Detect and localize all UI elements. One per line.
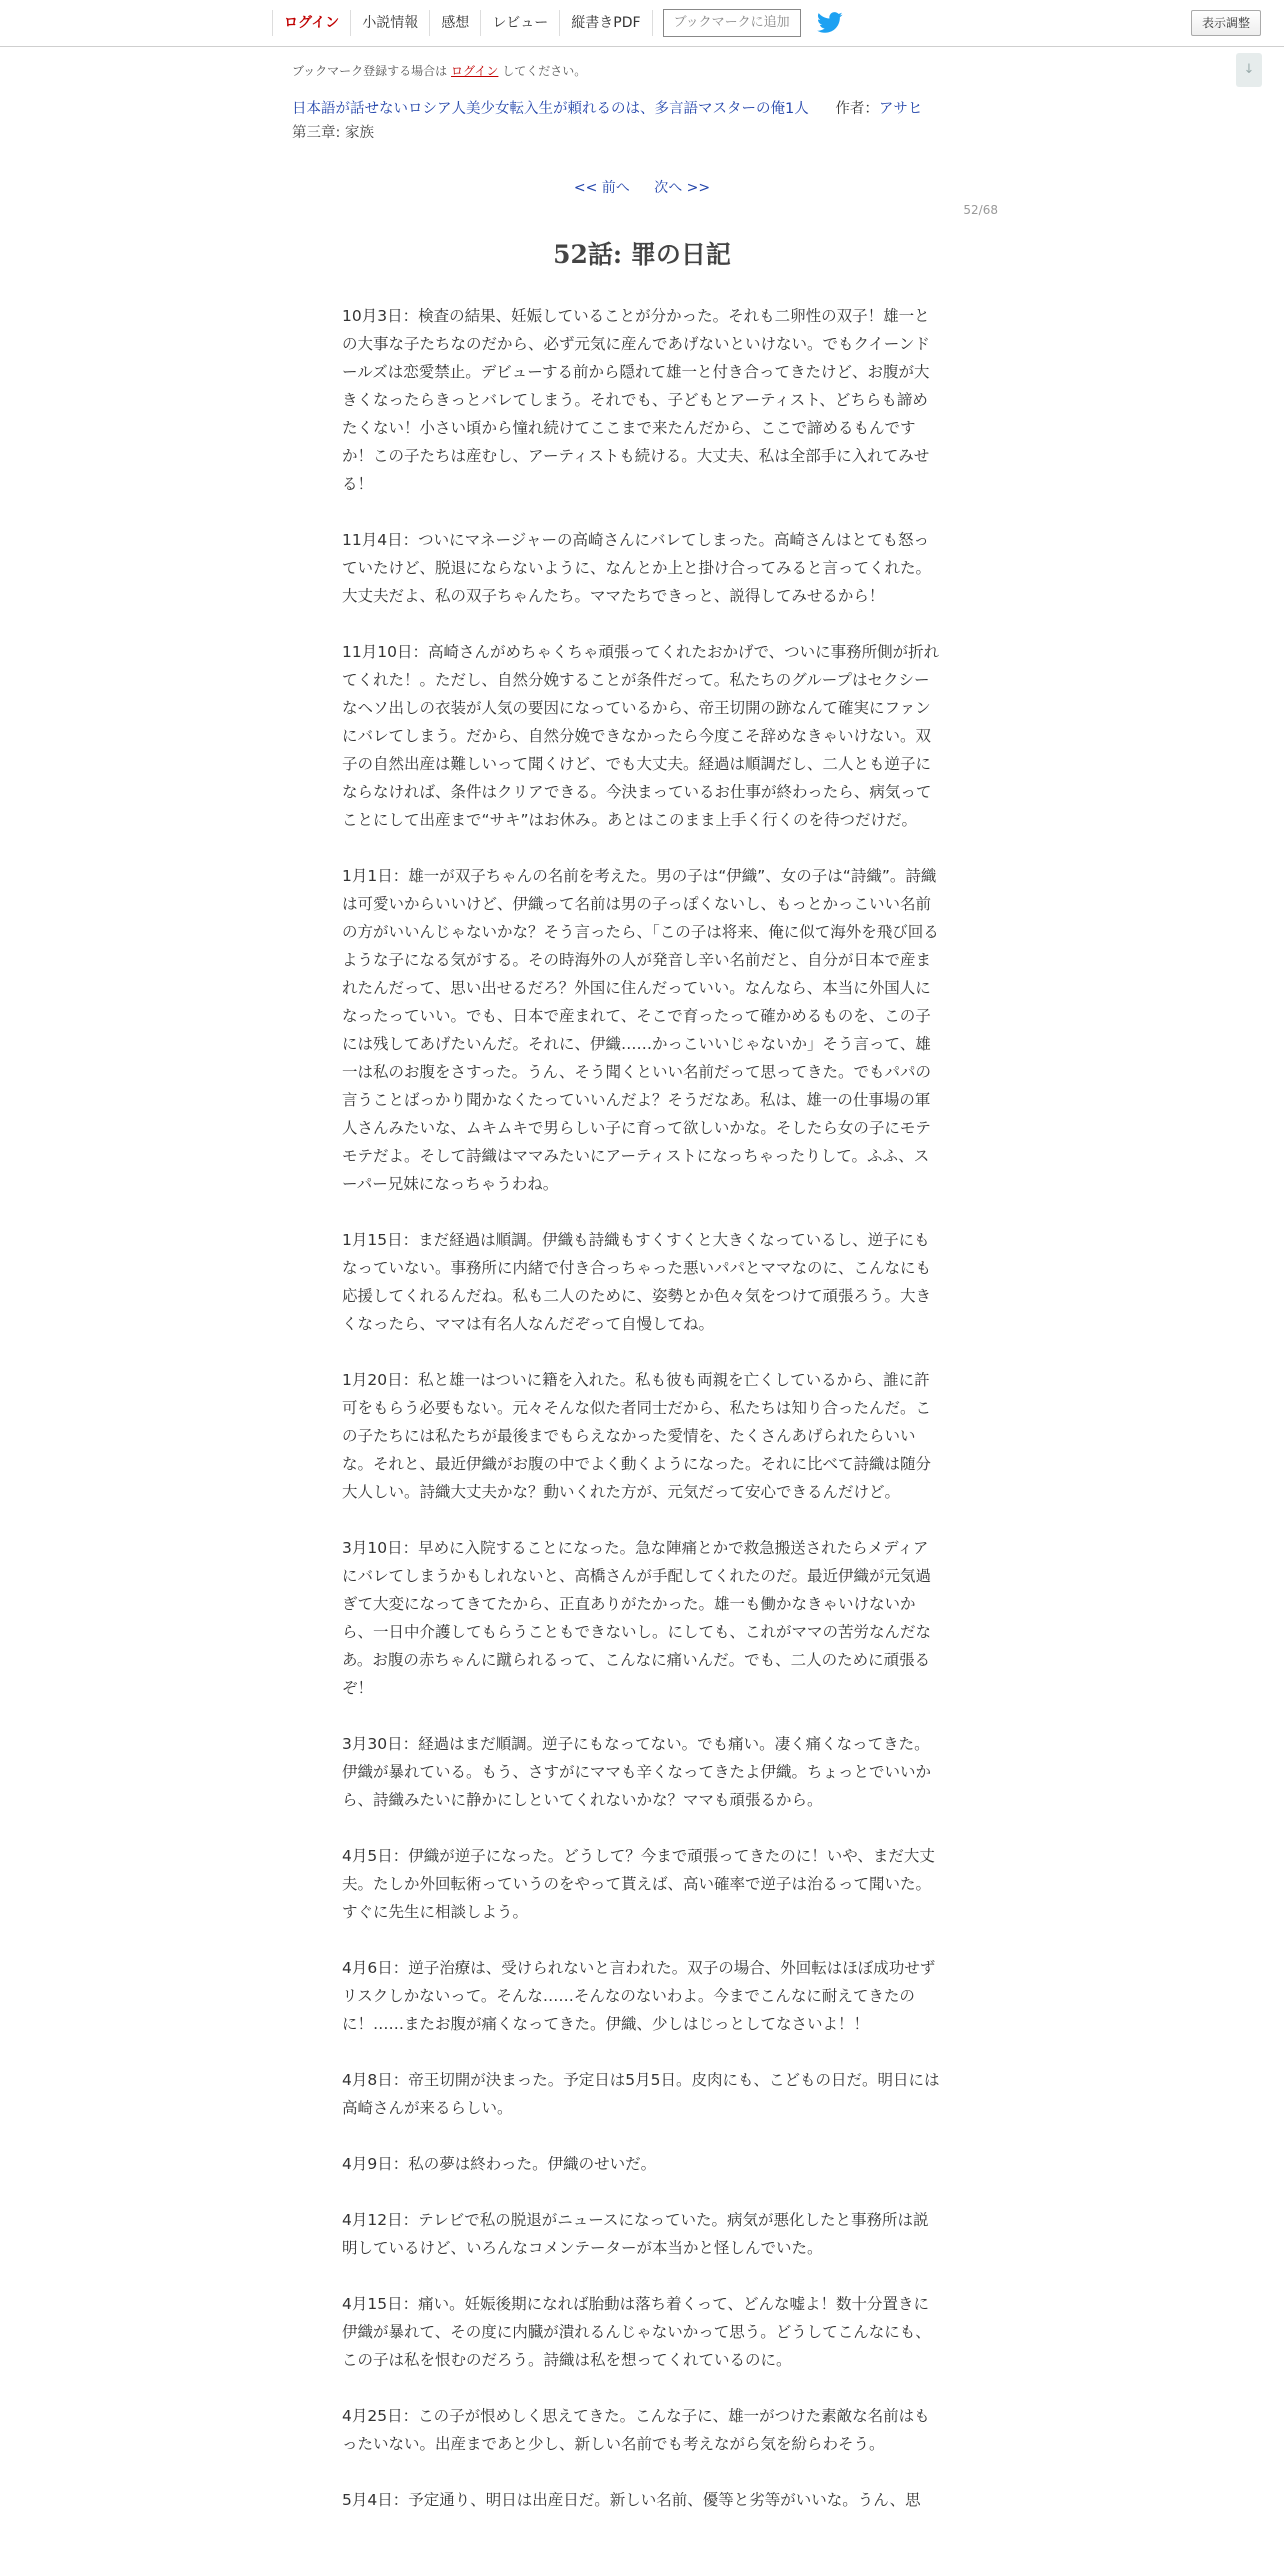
diary-paragraph: 4月9日：私の夢は終わった。伊織のせいだ。 xyxy=(342,2155,657,2173)
diary-paragraph: 4月8日：帝王切開が決まった。予定日は5月5日。皮肉にも、こどもの日だ。明日には高崎さんが来るらしい。 xyxy=(342,2071,940,2117)
episode-body xyxy=(342,302,942,2542)
episode-pager xyxy=(0,177,1284,197)
top-navigation-bar xyxy=(0,0,1284,47)
diary-paragraph: 11月10日：高崎さんがめちゃくちゃ頑張ってくれたおかげで、ついに事務所側が折れてくれた！。ただし、自然分娩することが条件だって。私たちのグループはセクシーなヘソ出しの衣装が人気の要因になっているから、帝王切開の跡なんて確実にファンにバレてしまう。だから、自然分娩できなかったら今度こそ辞めなきゃいけない。双子の自然出産は難しいって聞くけど、でも大丈夫。経過は順調だし、二人とも逆子にならなければ、条件はクリアできる。今決まっているお仕事が終わったら、病気ってことにして出産まで“サキ”はお休み。あとはこのまま上手く行くのを待つだけだ。 xyxy=(342,643,940,829)
diary-paragraph: 1月1日：雄一が双子ちゃんの名前を考えた。男の子は“伊織”、女の子は“詩織”。詩織は可愛いからいいけど、伊織って名前は男の子っぽくないし、もっとかっこいい名前の方がいいんじゃないかな？そう言ったら、「この子は将来、俺に似て海外を飛び回るような子になる気がする。その時海外の人が発音し辛い名前だと、自分が日本で産まれたんだって、思い出せるだろ？外国に住んだっていい。なんなら、本当に外国人になったっていい。でも、日本で産まれて、そこで育ったって確かめるものを、この子には残してあげたいんだ。それに、伊織……かっこいいじゃないか」そう言って、雄一は私のお腹をさすった。うん、そう聞くといい名前だって思ってきた。でもパパの言うことばっかり聞かなくたっていいんだよ？そうだなあ。私は、雄一の仕事場の軍人さんみたいな、ムキムキで男らしい子に育って欲しいかな。そしたら女の子にモテモテだよ。そして詩織はママみたいにアーティストになっちゃったりして。ふふ、スーパー兄妹になっちゃうわね。 xyxy=(342,867,939,1193)
novel-title-link[interactable]: 日本語が話せないロシア人美少女転入生が頼れるのは、多言語マスターの俺1人 xyxy=(292,101,809,117)
bookmark-login-notice xyxy=(292,62,586,79)
global-nav xyxy=(272,0,843,46)
diary-paragraph: 4月6日：逆子治療は、受けられないと言われた。双子の場合、外回転はほぼ成功せずリスクしかないって。そんな……そんなのないわよ。今までこんなに耐えてきたのに！……またお腹が痛くなってきた。伊織、少しはじっとしてなさいよ！！ xyxy=(342,1959,936,2033)
notice-suffix: してください。 xyxy=(502,64,587,78)
episode-count: 52/68 xyxy=(963,203,998,217)
display-settings-button[interactable]: 表示調整 xyxy=(1191,10,1261,36)
notice-login-link[interactable]: ログイン xyxy=(451,64,499,78)
vertical-pdf-link[interactable]: 縦書きPDF xyxy=(559,10,652,36)
next-episode-link[interactable]: 次へ >> xyxy=(654,180,711,196)
chapter-title: 第三章: 家族 xyxy=(292,125,374,141)
login-link[interactable]: ログイン xyxy=(272,10,350,36)
diary-paragraph: 10月3日：検査の結果、妊娠していることが分かった。それも二卵性の双子！雄一との大事な子たちなのだから、必ず元気に産んであげないといけない。でもクイーンドールズは恋愛禁止。デビューする前から隠れて雄一と付き合ってきたけど、お腹が大きくなったらきっとバレてしまう。それでも、子どもとアーティスト、どちらも諦めたくない！小さい頃から憧れ続けてここまで来たんだから、ここで諦めるもんですか！この子たちは産むし、アーティストも続ける。大丈夫、私は全部手に入れてみせる！ xyxy=(342,307,930,493)
scroll-down-button[interactable]: ↓ xyxy=(1236,53,1262,87)
diary-paragraph: 5月4日：予定通り、明日は出産日だ。新しい名前、優等と劣等がいいな。うん、思 xyxy=(342,2491,921,2509)
prev-episode-link[interactable]: << 前へ xyxy=(573,180,630,196)
episode-title: 52話: 罪の日記 xyxy=(553,240,731,269)
diary-paragraph: 4月15日：痛い。妊娠後期になれば胎動は落ち着くって、どんな嘘よ！数十分置きに伊織が暴れて、その度に内臓が潰れるんじゃないかって思う。どうしてこんなにも、この子は私を恨むのだろう。詩織は私を想ってくれているのに。 xyxy=(342,2295,931,2369)
twitter-bird-icon[interactable] xyxy=(817,12,843,34)
review-link[interactable]: レビュー xyxy=(480,10,559,36)
diary-paragraph: 1月20日：私と雄一はついに籍を入れた。私も彼も両親を亡くしているから、誰に許可をもらう必要もない。元々そんな似た者同士だから、私たちは知り合ったんだ。この子たちには私たちが最後までもらえなかった愛情を、たくさんあげられたらいいな。それと、最近伊織がお腹の中でよく動くようになった。それに比べて詩織は随分大人しい。詩織大丈夫かな？動いくれた方が、元気だって安心できるんだけど。 xyxy=(342,1371,932,1501)
novel-header xyxy=(292,97,922,118)
author-label: 作者： xyxy=(835,101,879,117)
diary-paragraph: 4月5日：伊織が逆子になった。どうして？今まで頑張ってきたのに！いや、まだ大丈夫。たしか外回転術っていうのをやって貰えば、高い確率で逆子は治るって聞いた。すぐに先生に相談しよう。 xyxy=(342,1847,935,1921)
diary-paragraph: 11月4日：ついにマネージャーの高崎さんにバレてしまった。高崎さんはとても怒っていたけど、脱退にならないように、なんとか上と掛け合ってみると言ってくれた。大丈夫だよ、私の双子ちゃんたち。ママたちできっと、説得してみせるから！ xyxy=(342,531,932,605)
impressions-link[interactable]: 感想 xyxy=(429,10,480,36)
diary-paragraph: 3月10日：早めに入院することになった。急な陣痛とかで救急搬送されたらメディアにバレてしまうかもしれないと、高橋さんが手配してくれたのだ。最近伊織が元気過ぎて大変になってきてたから、正直ありがたかった。雄一も働かなきゃいけないから、一日中介護してもらうこともできないし。にしても、これがママの苦労なんだなあ。お腹の赤ちゃんに蹴られるって、こんなに痛いんだ。でも、二人のために頑張るぞ！ xyxy=(342,1539,932,1697)
diary-paragraph: 3月30日：経過はまだ順調。逆子にもなってない。でも痛い。凄く痛くなってきた。伊織が暴れている。もう、さすがにママも辛くなってきたよ伊織。ちょっとでいいから、詩織みたいに静かにしといてくれないかな？ママも頑張るから。 xyxy=(342,1735,932,1809)
diary-paragraph: 4月25日：この子が恨めしく思えてきた。こんな子に、雄一がつけた素敵な名前はもったいない。出産まであと少し、新しい名前でも考えながら気を紛らわそう。 xyxy=(342,2407,930,2453)
diary-paragraph: 4月12日：テレビで私の脱退がニュースになっていた。病気が悪化したと事務所は説明しているけど、いろんなコメンテーターが本当かと怪しんでいた。 xyxy=(342,2211,929,2257)
add-bookmark-button[interactable]: ブックマークに追加 xyxy=(663,9,801,37)
diary-paragraph: 1月15日：まだ経過は順調。伊織も詩織もすくすくと大きくなっているし、逆子にもなっていない。事務所に内緒で付き合っちゃった悪いパパとママなのに、こんなにも応援してくれるんだね。私も二人のために、姿勢とか色々気をつけて頑張ろう。大きくなったら、ママは有名人なんだぞって自慢してね。 xyxy=(342,1231,932,1333)
novel-info-link[interactable]: 小説情報 xyxy=(350,10,429,36)
author-link[interactable]: アサヒ xyxy=(878,101,923,117)
notice-prefix: ブックマーク登録する場合は xyxy=(292,64,448,78)
